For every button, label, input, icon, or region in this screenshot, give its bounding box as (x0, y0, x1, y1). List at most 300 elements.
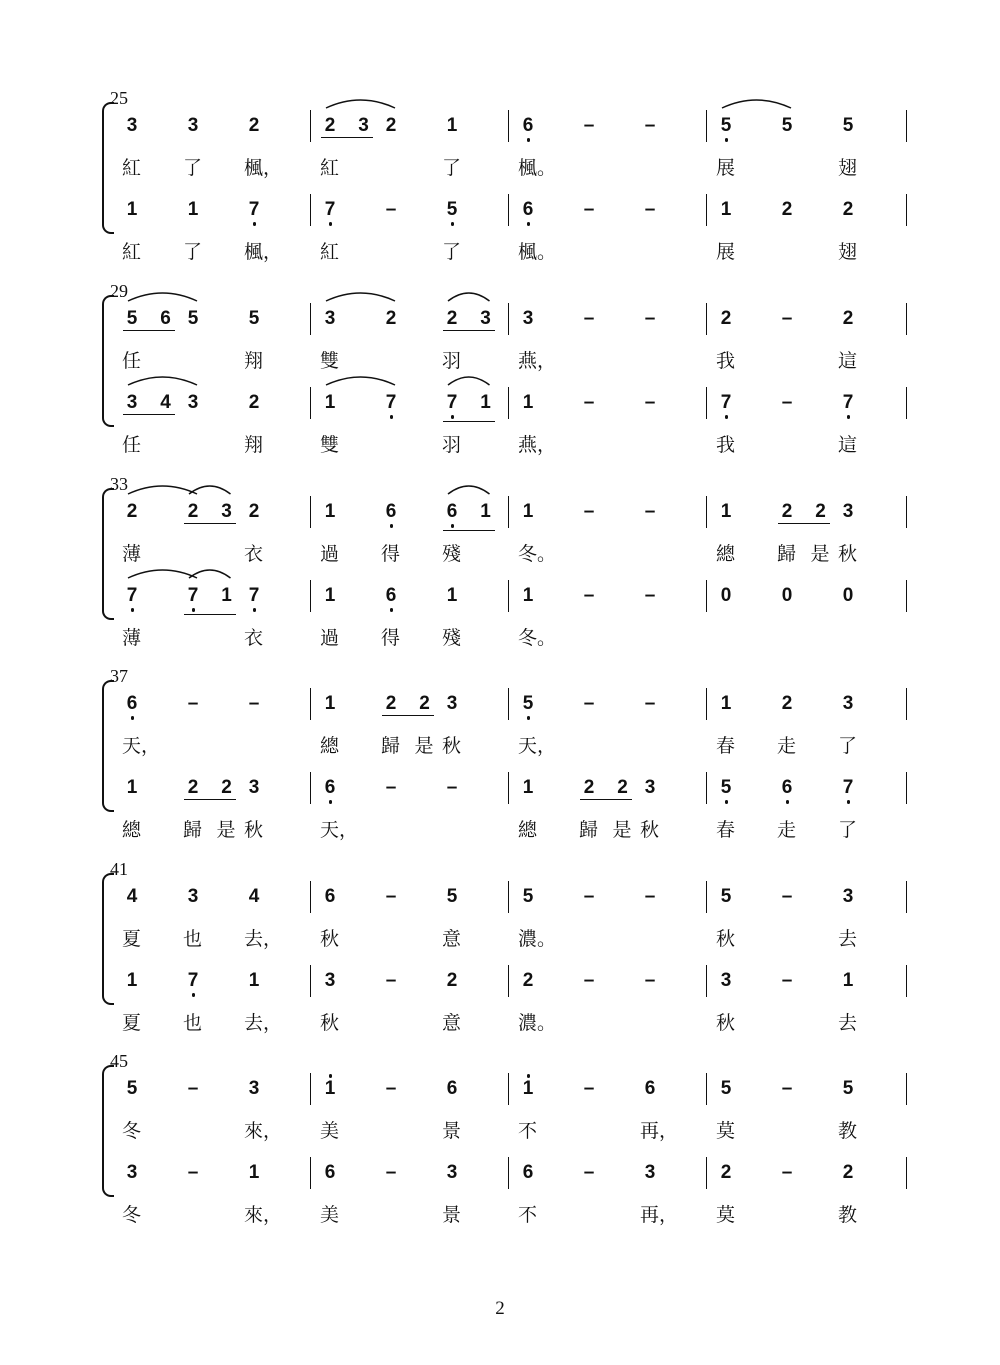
lyric-syllable: 再， (640, 1120, 679, 1142)
note: 3 (324, 970, 336, 991)
lyric-syllable: 我 (716, 350, 736, 372)
dash-sustain: – (187, 1162, 199, 1183)
barline (706, 496, 707, 528)
lyric-syllable: 了 (183, 241, 203, 263)
lyric-syllable: 意 (442, 928, 462, 950)
note: 5 (248, 308, 260, 329)
barline (706, 194, 707, 226)
lyric-syllable: 我 (716, 434, 736, 456)
dash-sustain: – (644, 199, 656, 220)
barline (906, 110, 907, 142)
lyric-syllable: 是 (414, 735, 434, 757)
low-octave-dot (451, 524, 455, 528)
note: 1 (842, 970, 854, 991)
note: 3 (446, 1162, 458, 1183)
dash-sustain: – (187, 1078, 199, 1099)
note: 7 (446, 392, 458, 413)
barline (706, 387, 707, 419)
barline (310, 387, 311, 419)
measure-number: 41 (110, 859, 128, 879)
note: 7 (324, 199, 336, 220)
note: 2 (781, 199, 793, 220)
note: 1 (522, 1078, 534, 1099)
note: 6 (781, 777, 793, 798)
note: 6 (644, 1078, 656, 1099)
low-octave-dot (390, 524, 394, 528)
barline (906, 496, 907, 528)
note: 3 (126, 1162, 138, 1183)
note: 3 (522, 308, 534, 329)
lyric-syllable: 歸 (381, 735, 401, 757)
low-octave-dot (253, 222, 257, 226)
lyric-syllable: 翅 (838, 157, 858, 179)
low-octave-dot (527, 138, 531, 142)
note: 6 (522, 115, 534, 136)
note: 7 (187, 970, 199, 991)
dash-sustain: – (583, 308, 595, 329)
note: 5 (446, 886, 458, 907)
note: 1 (126, 199, 138, 220)
note: 3 (480, 308, 491, 329)
dash-sustain: – (644, 693, 656, 714)
low-octave-dot (725, 800, 729, 804)
dash-sustain: – (583, 585, 595, 606)
lyric-syllable: 春 (716, 735, 736, 757)
note: 2 (419, 693, 430, 714)
note: 1 (324, 585, 336, 606)
lyric-syllable: 是 (216, 819, 236, 841)
slur-arc (325, 96, 396, 110)
note: 2 (583, 777, 595, 798)
note: 6 (385, 585, 397, 606)
lyric-syllable: 楓。 (518, 157, 557, 179)
note: 1 (522, 777, 534, 798)
note: 5 (720, 1078, 732, 1099)
barline (706, 580, 707, 612)
dash-sustain: – (644, 585, 656, 606)
note: 5 (126, 1078, 138, 1099)
dash-sustain: – (385, 1078, 397, 1099)
lyric-syllable: 天， (122, 735, 161, 757)
barline (706, 688, 707, 720)
lyric-syllable: 不 (518, 1204, 538, 1226)
note: 1 (248, 1162, 260, 1183)
lyric-syllable: 總 (716, 543, 736, 565)
barline (706, 965, 707, 997)
lyric-syllable: 了 (442, 241, 462, 263)
dash-sustain: – (644, 115, 656, 136)
lyric-syllable: 薄 (122, 627, 142, 649)
lyric-syllable: 是 (810, 543, 830, 565)
note: 3 (324, 308, 336, 329)
barline (508, 580, 509, 612)
note: 3 (126, 392, 138, 413)
slur-arc (721, 96, 792, 110)
barline (706, 1073, 707, 1105)
note: 2 (781, 693, 793, 714)
high-octave-dot (527, 1074, 531, 1078)
dash-sustain: – (644, 392, 656, 413)
barline (310, 772, 311, 804)
system-33 (0, 476, 1000, 666)
lyric-syllable: 意 (442, 1012, 462, 1034)
dash-sustain: – (385, 970, 397, 991)
lyric-syllable: 展 (716, 157, 736, 179)
lyric-syllable: 秋 (320, 1012, 340, 1034)
note: 2 (446, 970, 458, 991)
measure-number: 29 (110, 281, 128, 301)
lyric-syllable: 冬 (122, 1120, 142, 1142)
eighth-underline (778, 523, 830, 524)
lyric-syllable: 不 (518, 1120, 538, 1142)
note: 5 (842, 1078, 854, 1099)
barline (310, 881, 311, 913)
note: 2 (187, 777, 199, 798)
low-octave-dot (725, 415, 729, 419)
system-29 (0, 283, 1000, 473)
high-octave-dot (329, 1074, 333, 1078)
lyric-syllable: 秋 (716, 1012, 736, 1034)
lyric-syllable: 冬 (122, 1204, 142, 1226)
low-octave-dot (192, 993, 196, 997)
note: 6 (324, 777, 336, 798)
lyric-syllable: 雙 (320, 350, 340, 372)
lyric-syllable: 這 (838, 350, 858, 372)
barline (706, 110, 707, 142)
barline (508, 303, 509, 335)
barline (906, 1073, 907, 1105)
lyric-syllable: 了 (838, 735, 858, 757)
lyric-syllable: 去 (838, 928, 858, 950)
lyric-syllable: 是 (612, 819, 632, 841)
lyric-syllable: 衣 (244, 543, 264, 565)
lyric-syllable: 也 (183, 1012, 203, 1034)
note: 1 (446, 115, 458, 136)
lyric-syllable: 羽 (442, 434, 462, 456)
dash-sustain: – (385, 886, 397, 907)
note: 0 (720, 585, 732, 606)
dash-sustain: – (781, 308, 793, 329)
low-octave-dot (527, 716, 531, 720)
note: 2 (385, 693, 397, 714)
note: 1 (480, 501, 491, 522)
lyric-syllable: 走 (777, 819, 797, 841)
barline (906, 194, 907, 226)
note: 3 (720, 970, 732, 991)
note: 1 (324, 693, 336, 714)
note: 1 (522, 392, 534, 413)
system-bracket (102, 102, 114, 234)
barline (508, 965, 509, 997)
note: 3 (187, 886, 199, 907)
note: 3 (644, 1162, 656, 1183)
lyric-syllable: 楓。 (518, 241, 557, 263)
low-octave-dot (329, 222, 333, 226)
lyric-syllable: 了 (838, 819, 858, 841)
dash-sustain: – (644, 308, 656, 329)
lyric-syllable: 來， (244, 1120, 283, 1142)
note: 2 (815, 501, 826, 522)
system-45 (0, 1053, 1000, 1243)
note: 7 (187, 585, 199, 606)
system-37 (0, 668, 1000, 858)
lyric-syllable: 翔 (244, 434, 264, 456)
note: 5 (720, 886, 732, 907)
dash-sustain: – (583, 970, 595, 991)
lyric-syllable: 來， (244, 1204, 283, 1226)
lyric-syllable: 去， (244, 928, 283, 950)
lyric-syllable: 美 (320, 1120, 340, 1142)
dash-sustain: – (644, 970, 656, 991)
dash-sustain: – (385, 199, 397, 220)
lyric-syllable: 雙 (320, 434, 340, 456)
note: 1 (126, 970, 138, 991)
lyric-syllable: 夏 (122, 928, 142, 950)
lyric-syllable: 冬。 (518, 543, 557, 565)
lyric-syllable: 冬。 (518, 627, 557, 649)
barline (310, 303, 311, 335)
barline (508, 496, 509, 528)
note: 3 (248, 1078, 260, 1099)
note: 0 (781, 585, 793, 606)
note: 5 (781, 115, 793, 136)
lyric-syllable: 得 (381, 543, 401, 565)
barline (906, 580, 907, 612)
note: 2 (248, 501, 260, 522)
lyric-syllable: 任 (122, 350, 142, 372)
low-octave-dot (451, 222, 455, 226)
slur-arc (447, 373, 491, 387)
lyric-syllable: 秋 (320, 928, 340, 950)
eighth-underline (321, 137, 373, 138)
note: 2 (842, 199, 854, 220)
eighth-underline (443, 421, 495, 422)
note: 7 (385, 392, 397, 413)
barline (310, 1073, 311, 1105)
note: 1 (720, 693, 732, 714)
lyric-syllable: 莫 (716, 1204, 736, 1226)
dash-sustain: – (781, 1162, 793, 1183)
note: 3 (248, 777, 260, 798)
barline (310, 688, 311, 720)
lyric-syllable: 歸 (579, 819, 599, 841)
note: 5 (446, 199, 458, 220)
lyric-syllable: 歸 (777, 543, 797, 565)
dash-sustain: – (781, 970, 793, 991)
eighth-underline (123, 330, 175, 331)
lyric-syllable: 了 (442, 157, 462, 179)
note: 2 (248, 392, 260, 413)
note: 5 (720, 115, 732, 136)
barline (310, 110, 311, 142)
note: 6 (522, 199, 534, 220)
note: 6 (126, 693, 138, 714)
lyric-syllable: 濃。 (518, 1012, 557, 1034)
note: 5 (522, 693, 534, 714)
note: 1 (446, 585, 458, 606)
lyric-syllable: 翅 (838, 241, 858, 263)
dash-sustain: – (583, 392, 595, 413)
note: 5 (522, 886, 534, 907)
note: 7 (248, 199, 260, 220)
note: 2 (187, 501, 199, 522)
low-octave-dot (131, 716, 135, 720)
system-bracket (102, 1065, 114, 1197)
note: 6 (324, 1162, 336, 1183)
dash-sustain: – (781, 886, 793, 907)
lyric-syllable: 莫 (716, 1120, 736, 1142)
note: 1 (324, 1078, 336, 1099)
lyric-syllable: 楓， (244, 241, 283, 263)
note: 2 (126, 501, 138, 522)
note: 1 (720, 501, 732, 522)
barline (706, 772, 707, 804)
note: 3 (358, 115, 369, 136)
low-octave-dot (329, 800, 333, 804)
slur-arc (447, 289, 491, 303)
lyric-syllable: 楓， (244, 157, 283, 179)
note: 3 (842, 501, 854, 522)
dash-sustain: – (583, 199, 595, 220)
note: 3 (644, 777, 656, 798)
measure-number: 45 (110, 1051, 128, 1071)
lyric-syllable: 過 (320, 627, 340, 649)
system-41 (0, 861, 1000, 1051)
note: 1 (324, 501, 336, 522)
note: 1 (522, 501, 534, 522)
eighth-underline (443, 530, 495, 531)
lyric-syllable: 展 (716, 241, 736, 263)
low-octave-dot (786, 800, 790, 804)
barline (508, 387, 509, 419)
note: 7 (248, 585, 260, 606)
dash-sustain: – (583, 115, 595, 136)
slur-arc (447, 482, 491, 496)
eighth-underline (184, 523, 236, 524)
lyric-syllable: 天， (320, 819, 359, 841)
lyric-syllable: 總 (122, 819, 142, 841)
lyric-syllable: 殘 (442, 627, 462, 649)
slur-arc (188, 482, 232, 496)
note: 2 (842, 1162, 854, 1183)
lyric-syllable: 燕， (518, 434, 557, 456)
dash-sustain: – (248, 693, 260, 714)
lyric-syllable: 教 (838, 1204, 858, 1226)
lyric-syllable: 走 (777, 735, 797, 757)
note: 5 (126, 308, 138, 329)
barline (906, 965, 907, 997)
barline (310, 194, 311, 226)
note: 3 (187, 392, 199, 413)
barline (310, 1157, 311, 1189)
eighth-underline (184, 799, 236, 800)
note: 6 (385, 501, 397, 522)
low-octave-dot (253, 608, 257, 612)
dash-sustain: – (385, 777, 397, 798)
barline (706, 303, 707, 335)
barline (310, 496, 311, 528)
lyric-syllable: 衣 (244, 627, 264, 649)
note: 2 (385, 308, 397, 329)
note: 4 (160, 392, 171, 413)
note: 6 (522, 1162, 534, 1183)
barline (508, 688, 509, 720)
lyric-syllable: 羽 (442, 350, 462, 372)
slur-arc (325, 373, 396, 387)
lyric-syllable: 歸 (183, 819, 203, 841)
note: 3 (221, 501, 232, 522)
low-octave-dot (192, 608, 196, 612)
lyric-syllable: 秋 (838, 543, 858, 565)
dash-sustain: – (385, 1162, 397, 1183)
barline (508, 194, 509, 226)
dash-sustain: – (446, 777, 458, 798)
note: 6 (446, 501, 458, 522)
lyric-syllable: 了 (183, 157, 203, 179)
note: 2 (720, 1162, 732, 1183)
note: 3 (126, 115, 138, 136)
lyric-syllable: 殘 (442, 543, 462, 565)
note: 6 (160, 308, 171, 329)
low-octave-dot (847, 800, 851, 804)
dash-sustain: – (187, 693, 199, 714)
low-octave-dot (390, 415, 394, 419)
barline (508, 110, 509, 142)
eighth-underline (184, 614, 236, 615)
dash-sustain: – (583, 501, 595, 522)
system-bracket (102, 488, 114, 620)
barline (310, 580, 311, 612)
barline (906, 772, 907, 804)
note: 2 (221, 777, 232, 798)
lyric-syllable: 去 (838, 1012, 858, 1034)
note: 7 (126, 585, 138, 606)
barline (508, 1157, 509, 1189)
system-bracket (102, 680, 114, 812)
note: 5 (842, 115, 854, 136)
page-number: 2 (495, 1298, 505, 1319)
dash-sustain: – (644, 501, 656, 522)
note: 4 (126, 886, 138, 907)
note: 5 (720, 777, 732, 798)
lyric-syllable: 秋 (716, 928, 736, 950)
measure-number: 33 (110, 474, 128, 494)
note: 2 (842, 308, 854, 329)
note: 3 (187, 115, 199, 136)
lyric-syllable: 過 (320, 543, 340, 565)
system-bracket (102, 295, 114, 427)
slur-arc (127, 373, 198, 387)
note: 1 (221, 585, 232, 606)
note: 2 (385, 115, 397, 136)
lyric-syllable: 秋 (244, 819, 264, 841)
lyric-syllable: 美 (320, 1204, 340, 1226)
lyric-syllable: 紅 (122, 157, 142, 179)
lyric-syllable: 春 (716, 819, 736, 841)
barline (508, 1073, 509, 1105)
lyric-syllable: 天， (518, 735, 557, 757)
lyric-syllable: 紅 (320, 241, 340, 263)
lyric-syllable: 薄 (122, 543, 142, 565)
note: 1 (126, 777, 138, 798)
note: 6 (324, 886, 336, 907)
lyric-syllable: 景 (442, 1204, 462, 1226)
note: 2 (446, 308, 458, 329)
measure-number: 25 (110, 88, 128, 108)
note: 7 (842, 392, 854, 413)
slur-arc (325, 289, 396, 303)
barline (508, 881, 509, 913)
